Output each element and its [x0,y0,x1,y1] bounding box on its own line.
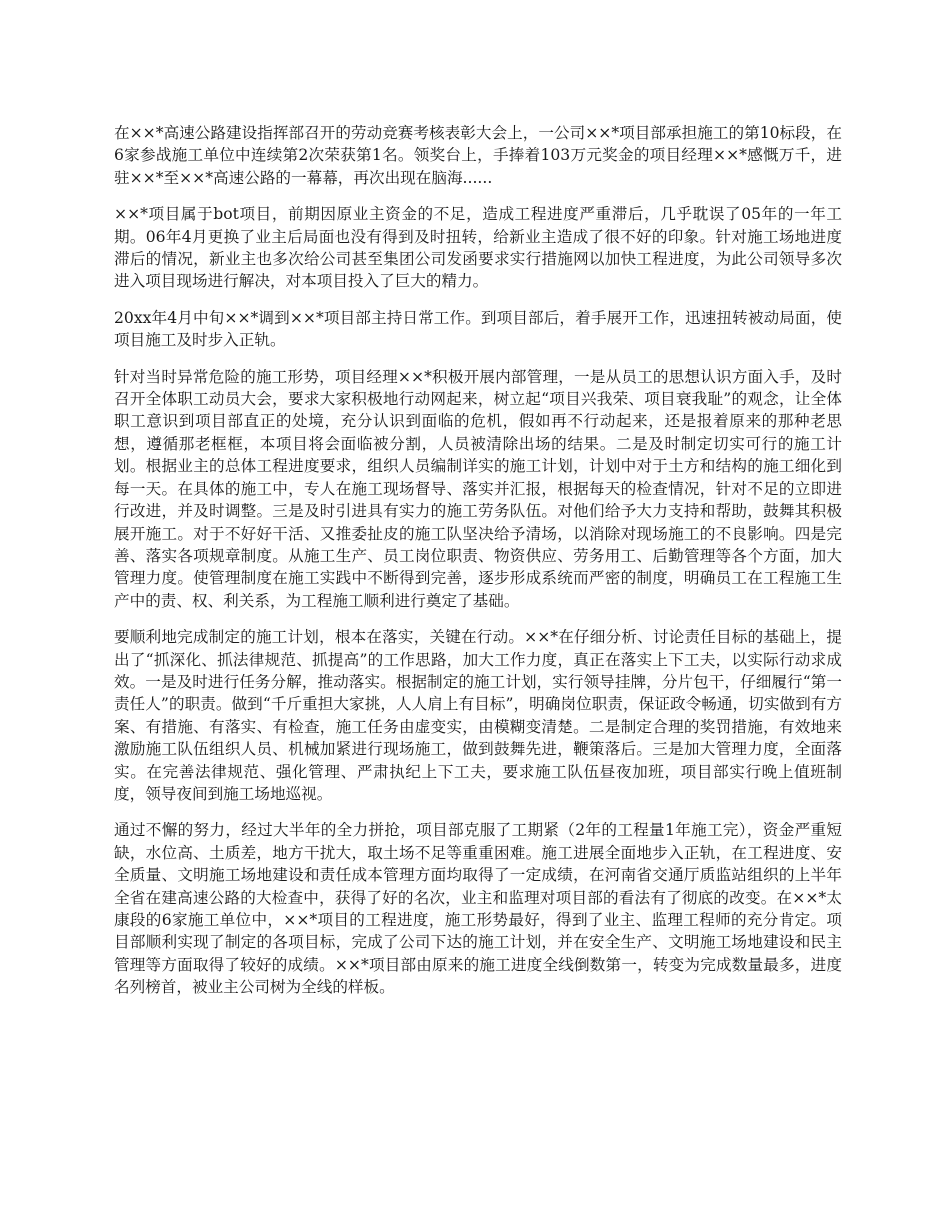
paragraph-4: 针对当时异常危险的施工形势，项目经理××*积极开展内部管理，一是从员工的思想认识方面入手，及时召开全体职工动员大会，要求大家积极地行动网起来，树立起“项目兴我荣、项目衰我耻”的观念，让全体职工意识到项目部直正的处境，充分认识到面临的危机，假如再不行动起来，还是报着原来的那种老思想，遵循那老框框，本项目将会面临被分割，人员被清除出场的结果。二是及时制定切实可行的施工计划。根据业主的总体工程进度要求，组织人员编制详实的施工计划，计划中对于土方和结构的施工细化到每一天。在具体的施工中，专人在施工现场督导、落实并汇报，根据每天的检查情况，针对不足的立即进行改进，并及时调整。三是及时引进具有实力的施工劳务队伍。对他们给予大力支持和帮助，鼓舞其积极展开施工。对于不好好干活、又推委扯皮的施工队坚决给予清场，以消除对现场施工的不良影响。四是完善、落实各项规章制度。从施工生产、员工岗位职责、物资供应、劳务用工、后勤管理等各个方面，加大管理力度。使管理制度在施工实践中不断得到完善，逐步形成系统而严密的制度，明确员工在工程施工生产中的责、权、利关系，为工程施工顺利进行奠定了基础。 [114,367,842,610]
paragraph-3: 20xx年4月中旬××*调到××*项目部主持日常工作。到项目部后，着手展开工作，迅速扭转被动局面，使项目施工及时步入正轨。 [114,308,842,350]
paragraph-1: 在××*高速公路建设指挥部召开的劳动竞赛考核表彰大会上，一公司××*项目部承担施工的第10标段，在6家参战施工单位中连续第2次荣获第1名。领奖台上，手捧着103万元奖金的项目经理××*感慨万千，进驻××*至××*高速公路的一幕幕，再次出现在脑海...... [114,124,842,187]
paragraph-6: 通过不懈的努力，经过大半年的全力拼抢，项目部克服了工期紧（2年的工程量1年施工完），资金严重短缺，水位高、土质差，地方干扰大，取土场不足等重重困难。施工进展全面地步入正轨，在工程进度、安全质量、文明施工场地建设和责任成本管理方面均取得了一定成绩，在河南省交通厅质监站组织的上半年全省在建高速公路的大检查中，获得了好的名次，业主和监理对项目部的看法有了彻底的改变。在××*太康段的6家施工单位中，××*项目的工程进度，施工形势最好，得到了业主、监理工程师的充分肯定。项目部顺利实现了制定的各项目标，完成了公司下达的施工计划，并在安全生产、文明施工场地建设和民主管理等方面取得了较好的成绩。××*项目部由原来的施工进度全线倒数第一，转变为完成数量最多，进度名列榜首，被业主公司树为全线的样板。 [114,821,842,997]
document-body [114,122,842,1013]
paragraph-5: 要顺利地完成制定的施工计划，根本在落实，关键在行动。××*在仔细分析、讨论责任目标的基础上，提出了“抓深化、抓法律规范、抓提高”的工作思路，加大工作力度，真正在落实上下工夫，以实际行动求成效。一是及时进行任务分解，推动落实。根据制定的施工计划，实行领导挂牌，分片包干，仔细履行“第一责任人”的职责。做到“千斤重担大家挑，人人肩上有目标”，明确岗位职责，保证政令畅通，切实做到有方案、有措施、有落实、有检查，施工任务由虚变实，由模糊变清楚。二是制定合理的奖罚措施，有效地来激励施工队伍组织人员、机械加紧进行现场施工，做到鼓舞先进，鞭策落后。三是加大管理力度，全面落实。在完善法律规范、强化管理、严肃执纪上下工夫，要求施工队伍昼夜加班，项目部实行晚上值班制度，领导夜间到施工场地巡视。 [114,628,842,803]
paragraph-2: ××*项目属于bot项目，前期因原业主资金的不足，造成工程进度严重滞后，几乎耽误了05年的一年工期。06年4月更换了业主后局面也没有得到及时扭转，给新业主造成了很不好的印象。针对施工场地进度滞后的情况，新业主也多次给公司甚至集团公司发函要求实行措施网以加快工程进度，为此公司领导多次进入项目现场进行解决，对本项目投入了巨大的精力。 [114,205,842,291]
